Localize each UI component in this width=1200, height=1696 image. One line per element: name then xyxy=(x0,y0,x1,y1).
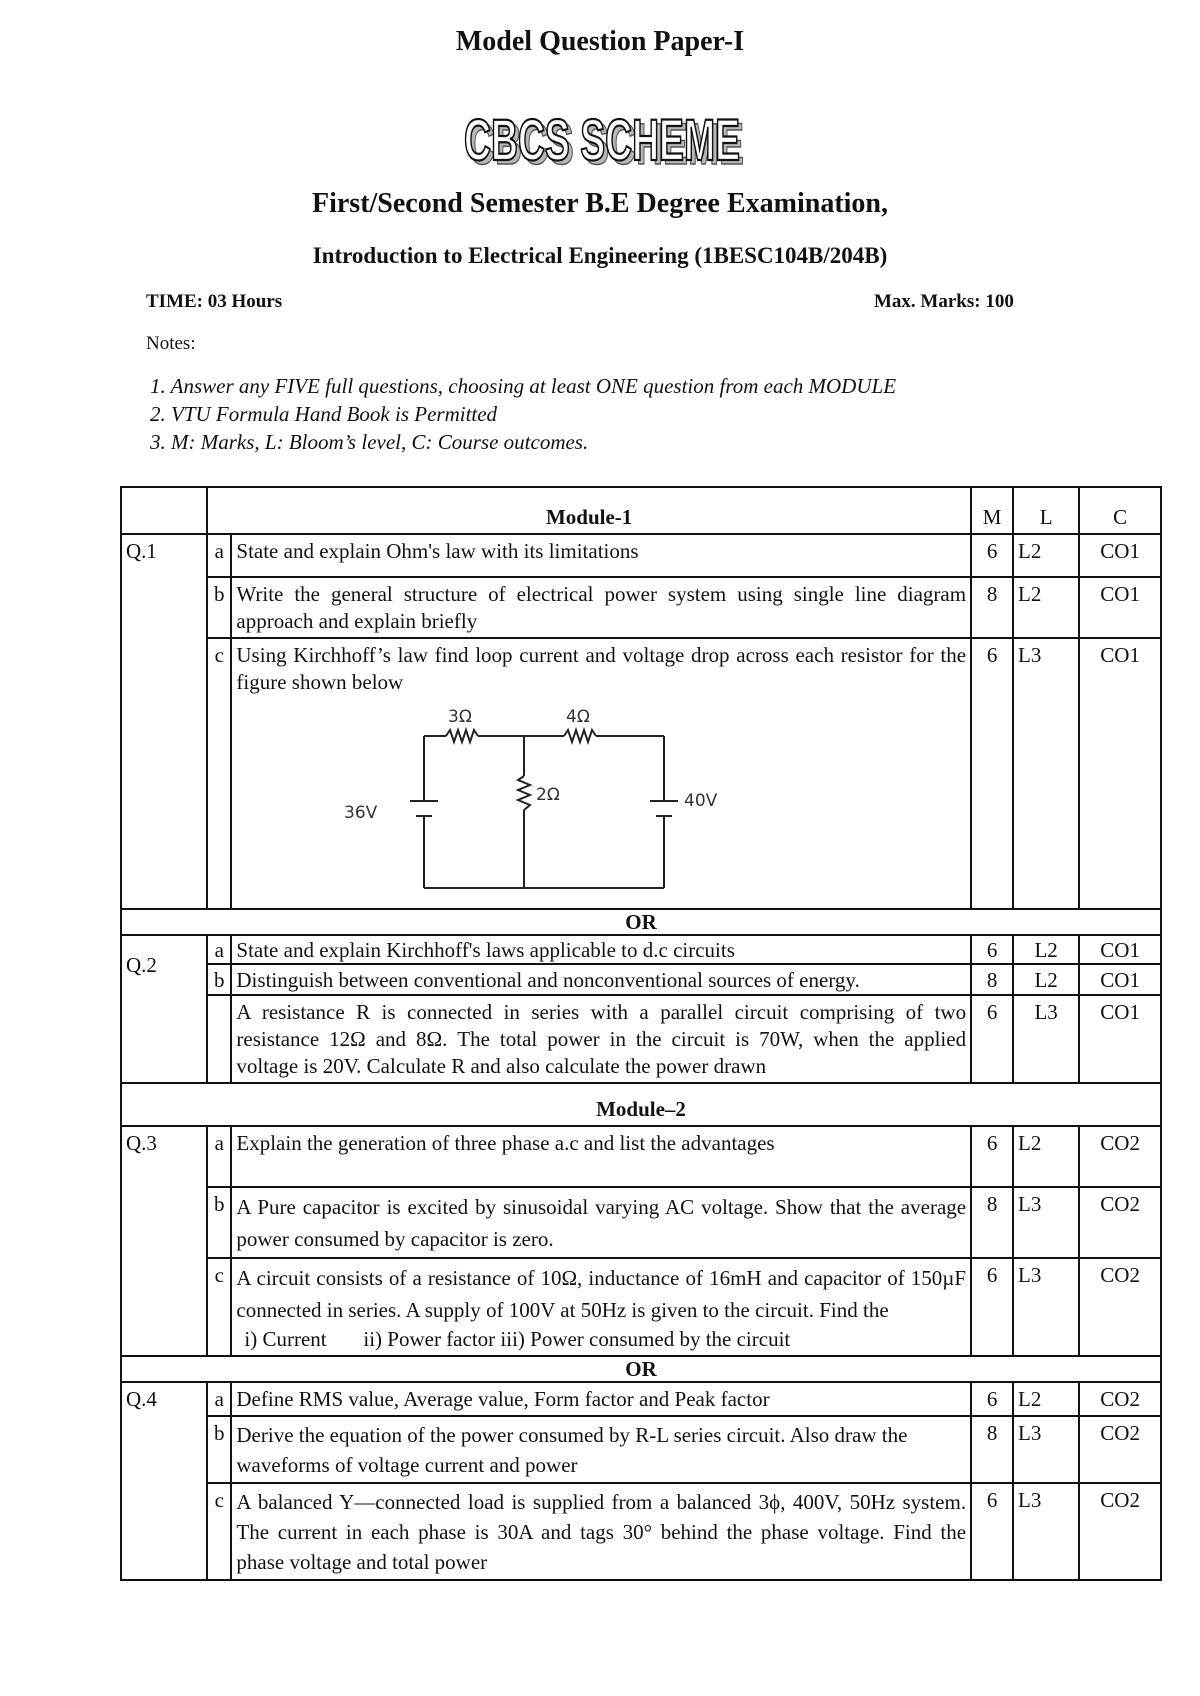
question-text: Explain the generation of three phase a.c and list the advantages xyxy=(231,1126,971,1187)
col-header-marks: M xyxy=(971,487,1013,534)
marks-cell: 6 xyxy=(971,935,1013,964)
note-item: 3. M: Marks, L: Bloom’s level, C: Course outcomes. xyxy=(150,430,589,454)
marks-cell: 8 xyxy=(971,1187,1013,1258)
sub-label: b xyxy=(207,1416,231,1483)
level-cell: L3 xyxy=(1013,995,1079,1083)
marks-cell: 6 xyxy=(971,1382,1013,1416)
marks-cell: 6 xyxy=(971,534,1013,577)
module-header-row xyxy=(121,487,1161,534)
question-text: Using Kirchhoff’s law find loop current and voltage drop across each resistor for the figure shown below xyxy=(236,643,967,694)
or-label: OR xyxy=(121,909,1161,935)
notes-list xyxy=(150,372,896,456)
question-row xyxy=(121,1126,1161,1187)
sub-label: b xyxy=(207,1187,231,1258)
max-marks: Max. Marks: 100 xyxy=(874,291,1014,312)
outcome-cell: CO1 xyxy=(1079,638,1161,909)
marks-cell: 6 xyxy=(971,1258,1013,1356)
outcome-cell: CO2 xyxy=(1079,1483,1161,1580)
sub-label: a xyxy=(207,935,231,964)
question-row xyxy=(121,1258,1161,1356)
question-text: Define RMS value, Average value, Form factor and Peak factor xyxy=(231,1382,971,1416)
note-item: 2. VTU Formula Hand Book is Permitted xyxy=(150,402,498,426)
outcome-cell: CO1 xyxy=(1079,577,1161,638)
level-cell: L2 xyxy=(1013,534,1079,577)
source-label-36v: 36V xyxy=(344,803,378,823)
question-row xyxy=(121,964,1161,995)
question-number: Q.4 xyxy=(121,1382,207,1580)
marks-cell: 6 xyxy=(971,995,1013,1083)
sub-label: a xyxy=(207,534,231,577)
notes-label: Notes: xyxy=(146,333,196,354)
question-text: A Pure capacitor is excited by sinusoidal varying AC voltage. Show that the average power consumed by capacitor is zero. xyxy=(231,1187,971,1258)
sub-label: a xyxy=(207,1382,231,1416)
svg-text:CBCS SCHEME: CBCS SCHEME xyxy=(464,112,740,173)
col-header-outcome: C xyxy=(1079,487,1161,534)
outcome-cell: CO2 xyxy=(1079,1187,1161,1258)
module-header-row xyxy=(121,1083,1161,1126)
level-cell: L2 xyxy=(1013,1382,1079,1416)
marks-cell: 6 xyxy=(971,638,1013,909)
outcome-cell: CO1 xyxy=(1079,534,1161,577)
question-number: Q.1 xyxy=(121,534,207,909)
circuit-diagram xyxy=(324,706,744,906)
question-cell-with-figure xyxy=(231,638,971,909)
question-row xyxy=(121,995,1161,1083)
or-row xyxy=(121,909,1161,935)
question-text: A circuit consists of a resistance of 10Ω, inductance of 16mH and capacitor of 150µF connected in series. A supply of 100V at 50Hz is given to the circuit. Find the xyxy=(236,1266,967,1322)
question-table xyxy=(120,486,1162,1581)
or-row xyxy=(121,1356,1161,1382)
marks-cell: 6 xyxy=(971,1126,1013,1187)
outcome-cell: CO1 xyxy=(1079,935,1161,964)
question-number: Q.2 xyxy=(121,935,207,1083)
source-label-40v: 40V xyxy=(684,791,718,811)
exam-title: First/Second Semester B.E Degree Examination, xyxy=(311,188,888,219)
question-text: A balanced Y—connected load is supplied from a balanced 3ϕ, 400V, 50Hz system. The current in each phase is 30A and tags 30° behind the phase voltage. Find the phase voltage and total power xyxy=(231,1483,971,1580)
resistor-label-4-ohm: 4Ω xyxy=(566,707,591,727)
col-header-level: L xyxy=(1013,487,1079,534)
or-label: OR xyxy=(121,1356,1161,1382)
exam-time: TIME: 03 Hours xyxy=(146,291,283,312)
sub-label: b xyxy=(207,577,231,638)
blank-cell xyxy=(121,487,207,534)
question-row xyxy=(121,534,1161,577)
question-row xyxy=(121,1187,1161,1258)
marks-cell: 8 xyxy=(971,1416,1013,1483)
question-text: State and explain Ohm's law with its limitations xyxy=(231,534,971,577)
level-cell: L3 xyxy=(1013,1258,1079,1356)
question-sub-parts: i) Current ii) Power factor iii) Power consumed by the circuit xyxy=(244,1327,791,1351)
cbcs-scheme-logo xyxy=(462,112,752,176)
level-cell: L2 xyxy=(1013,577,1079,638)
paper-title: Model Question Paper-I xyxy=(455,26,745,57)
level-cell: L3 xyxy=(1013,638,1079,909)
resistor-label-2-ohm: 2Ω xyxy=(536,785,561,805)
outcome-cell: CO1 xyxy=(1079,964,1161,995)
level-cell: L2 xyxy=(1013,964,1079,995)
question-text: Write the general structure of electrical power system using single line diagram approach and explain briefly xyxy=(231,577,971,638)
outcome-cell: CO2 xyxy=(1079,1126,1161,1187)
level-cell: L3 xyxy=(1013,1187,1079,1258)
course-title: Introduction to Electrical Engineering (1BESC104B/204B) xyxy=(312,243,888,268)
sub-label: c xyxy=(207,638,231,909)
question-row xyxy=(121,935,1161,964)
sub-label: a xyxy=(207,1126,231,1187)
marks-cell: 6 xyxy=(971,1483,1013,1580)
question-cell xyxy=(231,1258,971,1356)
outcome-cell: CO2 xyxy=(1079,1382,1161,1416)
question-text: A resistance R is connected in series with a parallel circuit comprising of two resistance 12Ω and 8Ω. The total power in the circuit is 70W, when the applied voltage is 20V. Calculate R and also calculate the power drawn xyxy=(231,995,971,1083)
module-1-heading: Module-1 xyxy=(207,487,971,534)
sub-label: c xyxy=(207,1483,231,1580)
sub-label: c xyxy=(207,1258,231,1356)
outcome-cell: CO1 xyxy=(1079,995,1161,1083)
level-cell: L3 xyxy=(1013,1416,1079,1483)
marks-cell: 8 xyxy=(971,964,1013,995)
outcome-cell: CO2 xyxy=(1079,1258,1161,1356)
question-row xyxy=(121,1382,1161,1416)
question-number: Q.3 xyxy=(121,1126,207,1356)
sub-label: b xyxy=(207,964,231,995)
level-cell: L2 xyxy=(1013,935,1079,964)
marks-cell: 8 xyxy=(971,577,1013,638)
resistor-label-3-ohm: 3Ω xyxy=(448,707,473,727)
question-row xyxy=(121,638,1161,909)
level-cell: L2 xyxy=(1013,1126,1079,1187)
outcome-cell: CO2 xyxy=(1079,1416,1161,1483)
question-text: Distinguish between conventional and nonconventional sources of energy. xyxy=(231,964,971,995)
question-row xyxy=(121,1483,1161,1580)
svg-text:CBCS SCHEME: CBCS SCHEME xyxy=(468,112,744,176)
sub-label-empty xyxy=(207,995,231,1083)
module-2-heading: Module–2 xyxy=(121,1083,1161,1126)
question-row xyxy=(121,1416,1161,1483)
question-text: State and explain Kirchhoff's laws applicable to d.c circuits xyxy=(231,935,971,964)
level-cell: L3 xyxy=(1013,1483,1079,1580)
note-item: 1. Answer any FIVE full questions, choosing at least ONE question from each MODULE xyxy=(150,374,897,398)
question-text: Derive the equation of the power consumed by R-L series circuit. Also draw the waveforms of voltage current and power xyxy=(231,1416,971,1483)
question-row xyxy=(121,577,1161,638)
